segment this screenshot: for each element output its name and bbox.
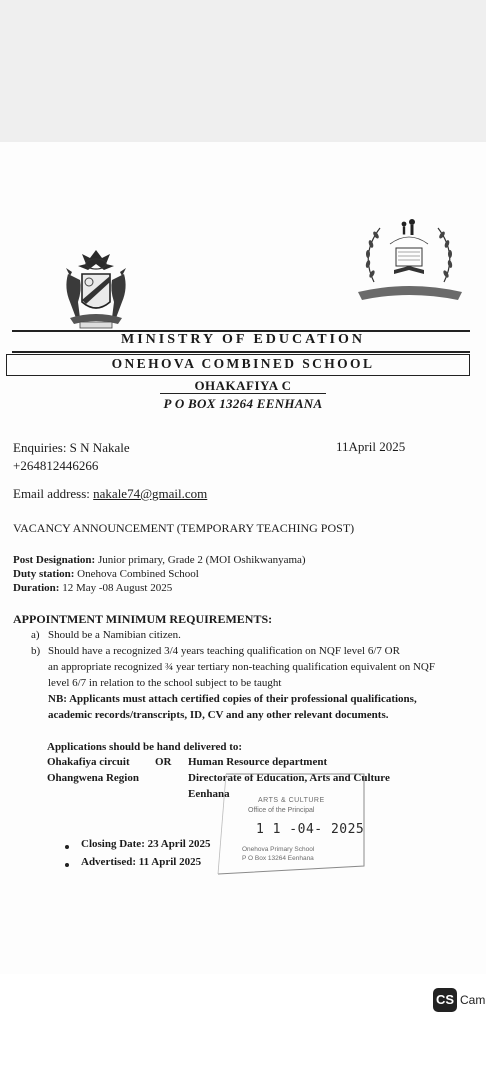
applications-heading: Applications should be hand delivered to: xyxy=(47,741,243,753)
school-name: ONEHOVA COMBINED SCHOOL xyxy=(111,356,375,371)
coat-of-arms-emblem xyxy=(56,244,136,330)
requirement-b-line-3: level 6/7 in relation to the school subject to be taught xyxy=(48,677,282,689)
school-logo xyxy=(350,214,468,306)
enquiries: Enquiries: S N Nakale xyxy=(13,440,130,455)
stamp-line-1: ARTS & CULTURE xyxy=(258,797,325,804)
applications-or: OR xyxy=(155,756,172,768)
closing-date: Closing Date: 23 April 2025 xyxy=(81,838,211,850)
requirement-a-marker: a) xyxy=(31,629,40,641)
ministry-title: MINISTRY OF EDUCATION xyxy=(120,332,365,347)
document-page xyxy=(0,142,486,974)
requirement-a-text: Should be a Namibian citizen. xyxy=(48,629,181,641)
requirement-b-line-2: an appropriate recognized ¾ year tertiary non-teaching qualification equivalent on NQF xyxy=(48,661,435,673)
nb-line-1: NB: Applicants must attach certified copies of their professional qualifications, xyxy=(48,693,417,705)
address-line-1: OHAKAFIYA C xyxy=(194,378,292,393)
applications-hr-department: Human Resource department xyxy=(188,756,328,768)
applications-circuit: Ohakafiya circuit xyxy=(47,756,130,768)
requirements-heading: APPOINTMENT MINIMUM REQUIREMENTS: xyxy=(13,612,273,626)
background-top xyxy=(0,0,486,140)
stamp-line-4: P O Box 13264 Eenhana xyxy=(242,855,314,862)
requirement-b-line-1: Should have a recognized 3/4 years teaching qualification on NQF level 6/7 OR xyxy=(48,645,400,657)
email-link[interactable]: nakale74@gmail.com xyxy=(93,486,208,501)
advertised-date-bullet xyxy=(65,863,69,867)
duration: Duration: 12 May -08 August 2025 xyxy=(13,582,173,594)
camscanner-logo-icon: CS xyxy=(433,988,457,1012)
background-bottom xyxy=(0,974,486,1080)
letter-date: 11April 2025 xyxy=(336,439,406,454)
applications-directorate: Directorate of Education, Arts and Culture xyxy=(188,772,390,784)
stamp-line-3: Onehova Primary School xyxy=(242,846,315,853)
stamp-date: 1 1 -04- 2025 xyxy=(256,822,365,837)
closing-date-bullet xyxy=(65,845,69,849)
email-row xyxy=(13,486,207,502)
applications-region: Ohangwena Region xyxy=(47,772,139,784)
advertised-date: Advertised: 11 April 2025 xyxy=(81,856,202,868)
header-rule-address xyxy=(160,393,326,394)
duty-station: Duty station: Onehova Combined School xyxy=(13,568,199,580)
requirement-b-marker: b) xyxy=(31,645,41,657)
camscanner-watermark-text: Cam xyxy=(460,993,486,1007)
nb-line-2: academic records/transcripts, ID, CV and any other relevant documents. xyxy=(48,709,389,721)
stamp-line-2: Office of the Principal xyxy=(248,807,315,814)
email-label: Email address: xyxy=(13,486,90,501)
address-line-2: P O BOX 13264 EENHANA xyxy=(163,396,323,411)
applications-town: Eenhana xyxy=(188,788,230,800)
header-rule-middle xyxy=(12,351,470,353)
vacancy-title: VACANCY ANNOUNCEMENT (TEMPORARY TEACHING POST) xyxy=(13,521,355,535)
phone-number: +264812446266 xyxy=(13,458,99,473)
post-designation: Post Designation: Junior primary, Grade 2 (MOI Oshikwanyama) xyxy=(13,554,306,566)
